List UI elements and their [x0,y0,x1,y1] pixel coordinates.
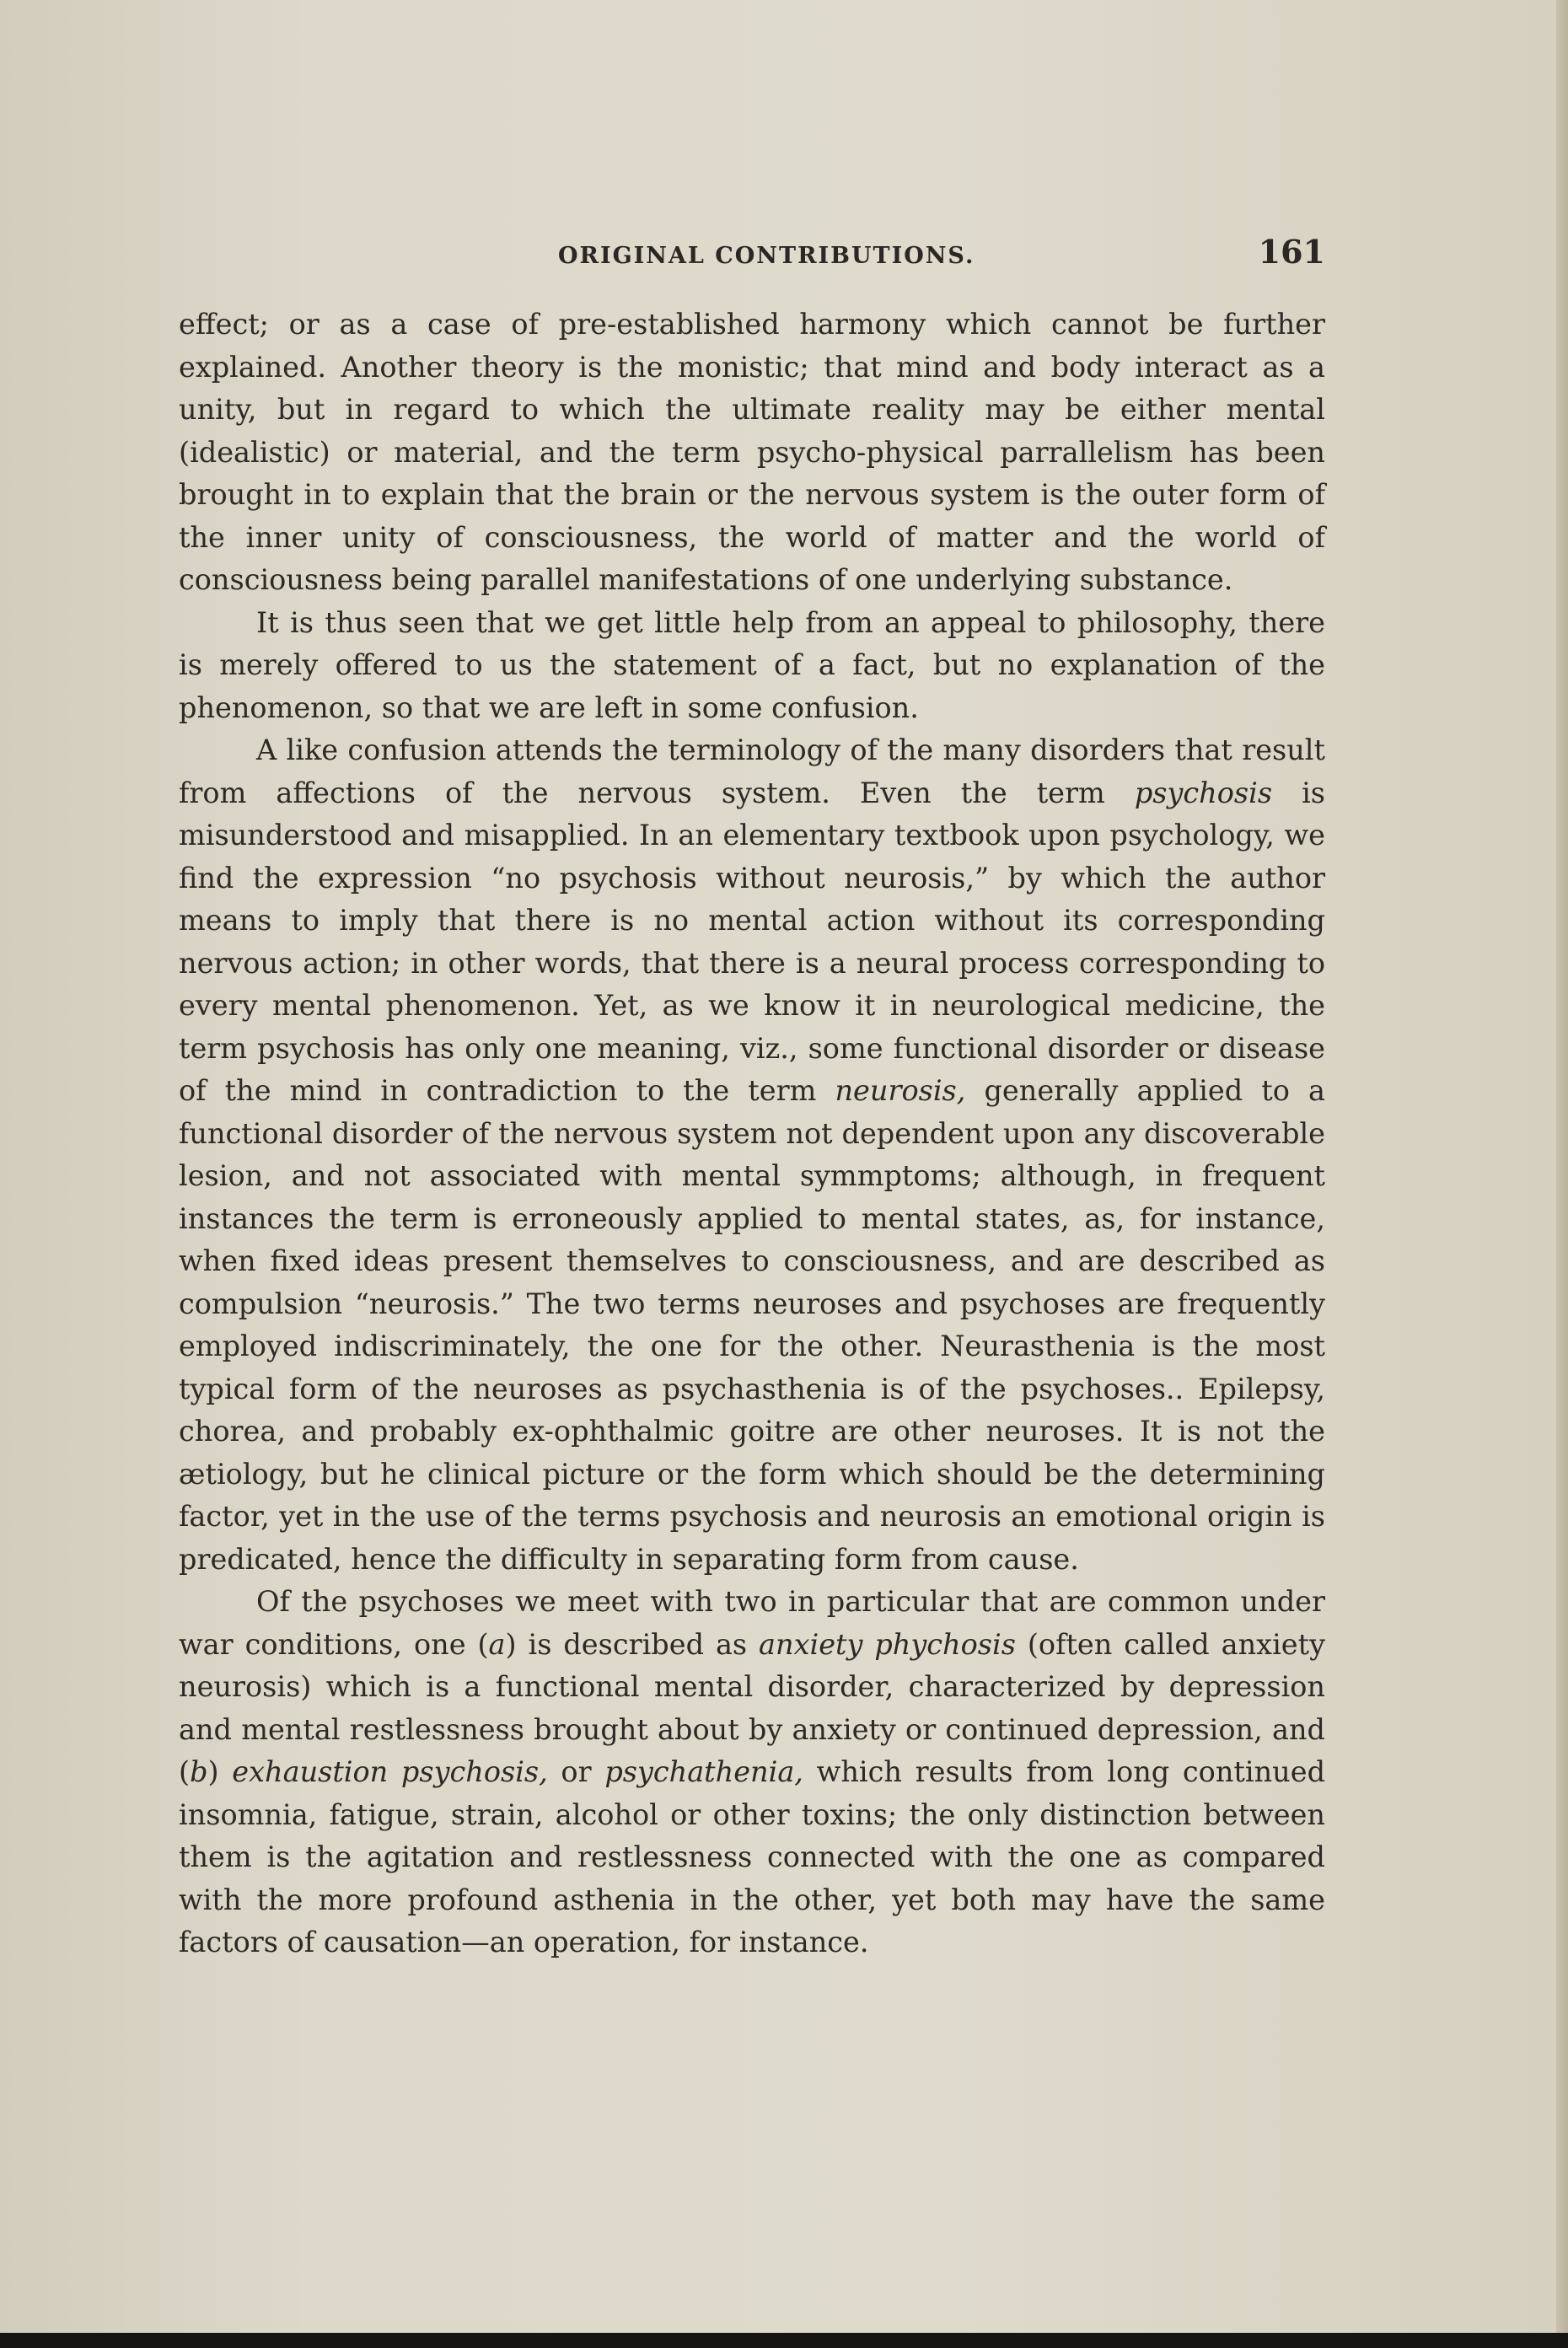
paragraph-4-text-2: ) is described as [505,1627,760,1661]
paragraph-4-text-3: (often called anxiety neurosis) which is a functional mental disorder, characterized by depression and mental restlessness brought about by anxiety or continued depression, and ( [179,1627,1326,1788]
paragraph-3-text-3: generally applied to a functional disorder of the nervous system not dependent upon any discoverable lesion, and not associated with mental symmptoms; although, in frequent instances the term is erroneously applied to mental states, as, for instance, when fixed ideas present themselves to consciousness, and are described as compulsion “neurosis.” The two terms neuroses and psychoses are frequently employed indiscriminately, the one for the other. Neurasthenia is the most typical form of the neuroses as psychasthenia is of the psychoses.. Epilepsy, chorea, and probably ex-ophthalmic goitre are other neuroses. It is not the ætiology, but he clinical picture or the form which should be the determining factor, yet in the use of the terms psychosis and neurosis an emotional origin is predicated, hence the difficulty in separating form from cause. [179,1074,1325,1576]
running-head: ORIGINAL CONTRIBUTIONS. [558,243,975,269]
paragraph-4-text-6: which results from long continued insomnia, fatigue, strain, alcohol or other toxins; the only distinction between them is the agitation and restlessness connected with the one as compared with the more profound asthenia in the other, yet both may have the same factors of causation—an operation, for instance. [179,1755,1326,1958]
marker-b: b [190,1755,208,1788]
scan-bottom-edge [0,2333,1568,2348]
marker-a: a [488,1627,506,1661]
page-number: 161 [1258,233,1325,271]
paragraph-4-text-4: ) [207,1755,233,1788]
term-anxiety-phychosis: anxiety phychosis [759,1627,1016,1661]
paragraph-4 [179,1581,1325,1964]
term-exhaustion-psychosis: exhaustion psychosis, [232,1755,548,1788]
term-psychathenia: psychathenia, [604,1755,803,1788]
paragraph-1-text: effect; or as a case of pre-established harmony which cannot be further explained. Another theory is the monistic; that mind and body interact as a unity, but in regard to which the ultimate reality may be either mental (idealistic) or material, and the term psycho-physical parrallelism has been brought in to explain that the brain or the nervous system is the outer form of the inner unity of consciousness, the world of matter and the world of consciousness being parallel manifestations of one underlying substance. [179,308,1325,596]
page-edge-shadow [1556,0,1568,2348]
term-psychosis: psychosis [1134,776,1273,809]
paragraph-4-text-5: or [547,1755,605,1788]
paragraph-1 [179,304,1325,602]
paragraph-2-text: It is thus seen that we get little help from an appeal to philosophy, there is merely offered to us the statement of a fact, but no explanation of the phenomenon, so that we are left in some confusion. [179,605,1325,724]
paragraph-4-text-1: Of the psychoses we meet with two in particular that are common under war conditions, one ( [179,1585,1325,1661]
term-neurosis: neurosis, [835,1074,966,1107]
page-header [179,233,1325,292]
body-text [179,304,1325,1964]
paragraph-3-text-2: is misunderstood and misapplied. In an elementary textbook upon psychology, we find the expression “no psychosis without neurosis,” by which the author means to imply that there is no mental action without its corresponding nervous action; in other words, that there is a neural process corresponding to every mental phenomenon. Yet, as we know it in neurological medicine, the term psychosis has only one meaning, viz., some functional disorder or disease of the mind in contradiction to the term [179,776,1325,1107]
paragraph-3-text-1: A like confusion attends the terminology of the many disorders that result from affections of the nervous system. Even the term [179,733,1325,809]
paragraph-3 [179,729,1325,1581]
paragraph-2 [179,602,1325,730]
